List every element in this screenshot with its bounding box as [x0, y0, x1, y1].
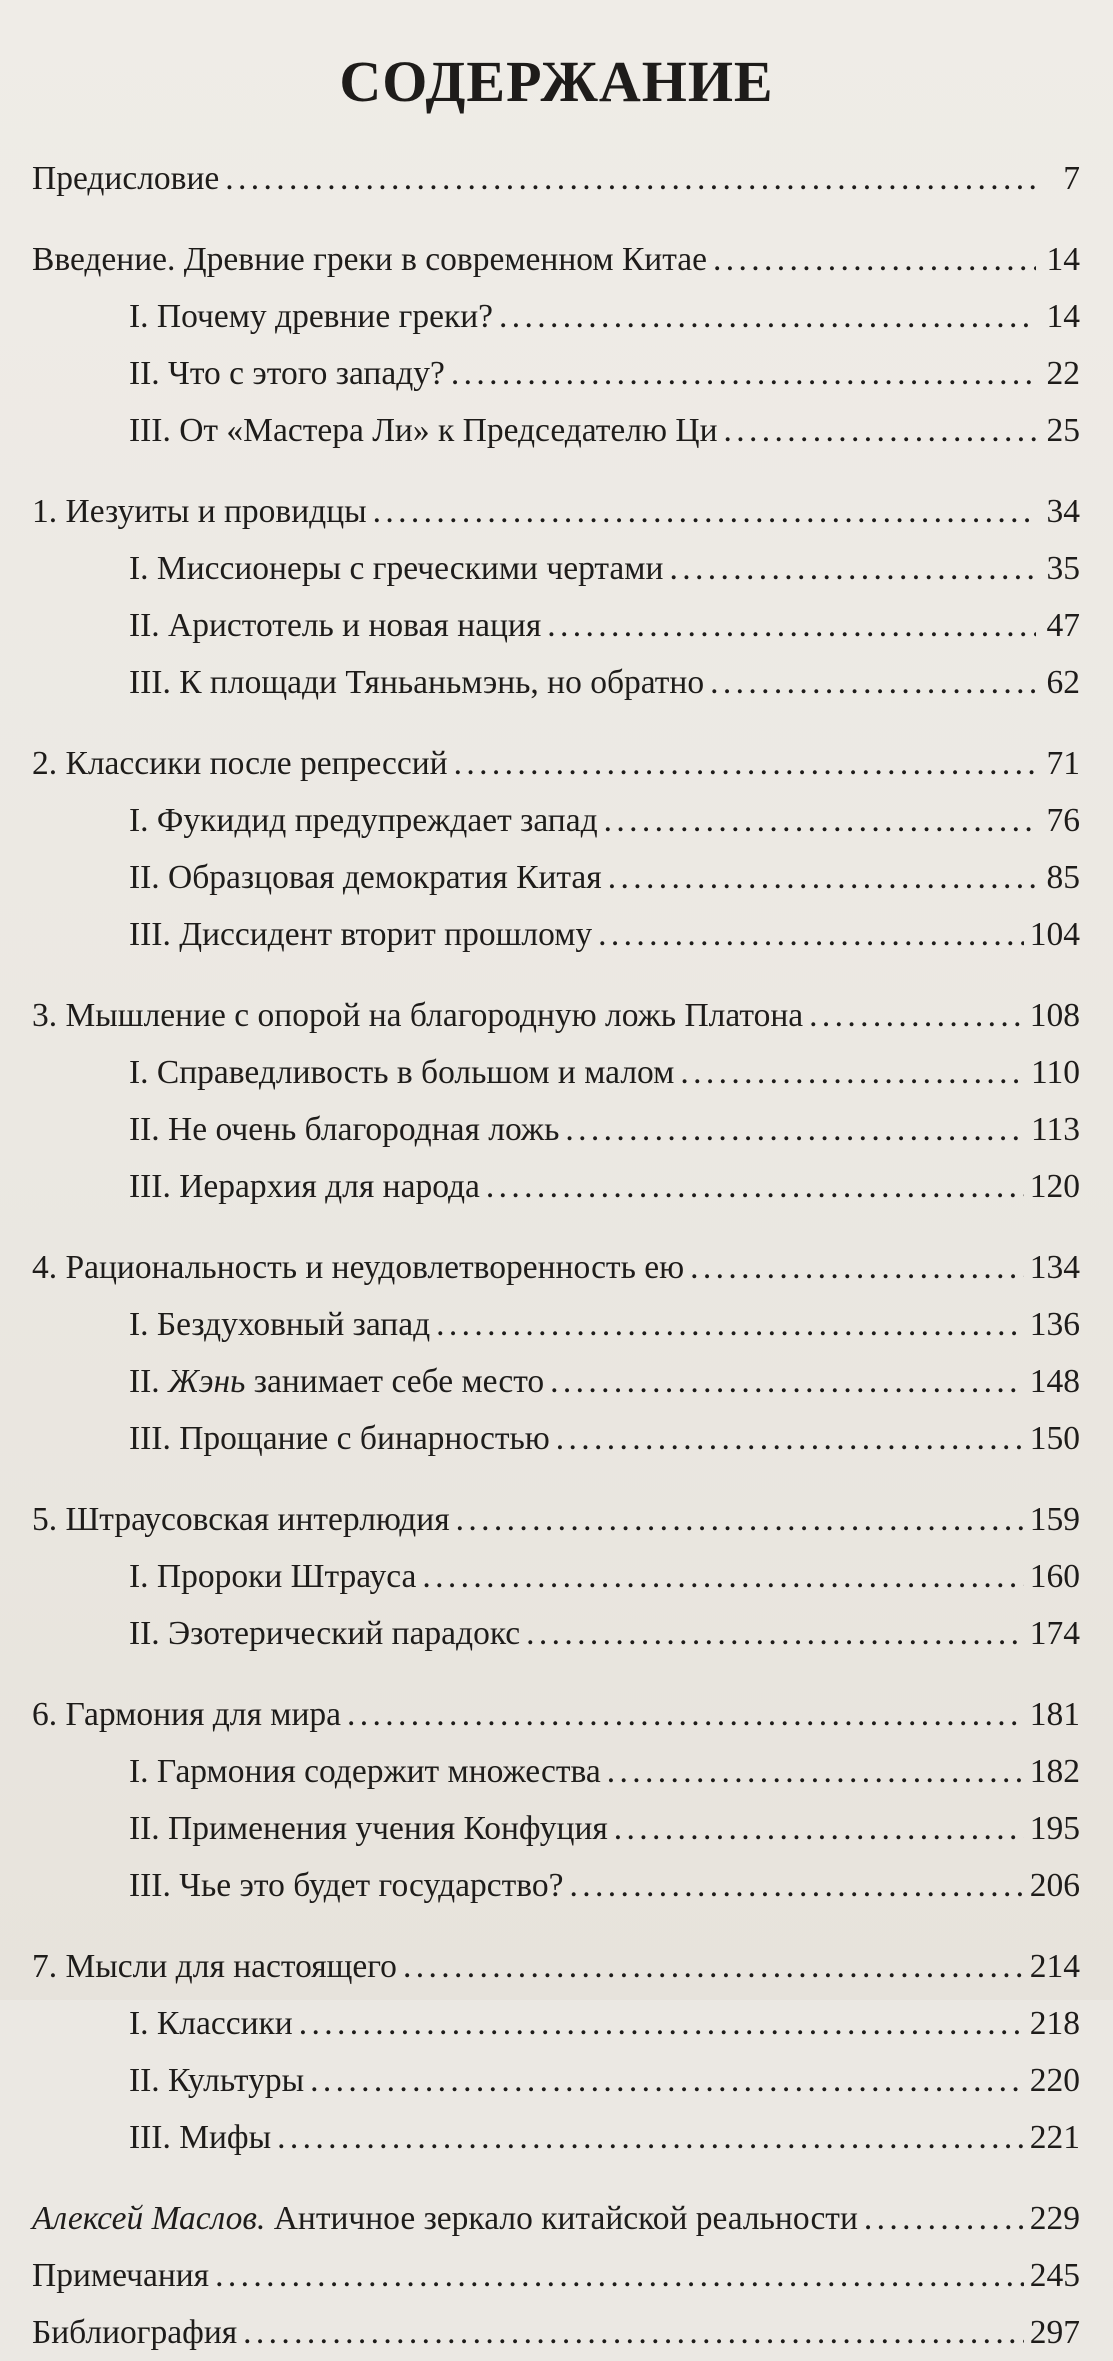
toc-page-number: 108 [1029, 997, 1080, 1034]
dot-leader [724, 402, 1036, 459]
toc-subentry [32, 1995, 1080, 2052]
toc-subentry [32, 1353, 1080, 1410]
dot-leader [713, 231, 1036, 288]
toc-subentry [32, 1101, 1080, 1158]
dot-leader [669, 540, 1036, 597]
dot-leader [556, 1410, 1024, 1467]
toc-entry-label: Введение. Древние греки в современном Китае [32, 241, 708, 278]
toc-entry-label: 4. Рациональность и неудовлетворенность ею [32, 1249, 685, 1286]
toc-page-number: 134 [1029, 1249, 1080, 1286]
toc-entry [32, 1491, 1080, 1548]
toc-page-number: 76 [1046, 802, 1080, 839]
toc-entry-label: II. Не очень благородная ложь [129, 1111, 560, 1148]
toc-subentry [32, 654, 1080, 711]
toc-page-number: 22 [1046, 355, 1080, 392]
dot-leader [486, 1158, 1024, 1215]
toc-subentry [32, 345, 1080, 402]
toc-entry [32, 1239, 1080, 1296]
dot-leader [310, 2052, 1024, 2109]
toc-entry-label [129, 1353, 544, 1410]
toc-page-number: 35 [1046, 550, 1080, 587]
toc-page-number: 120 [1029, 1168, 1080, 1205]
toc-entry-label: III. Прощание с бинарностью [129, 1420, 550, 1457]
dot-leader [451, 345, 1036, 402]
toc-subentry [32, 597, 1080, 654]
toc-entry-label: III. От «Мастера Ли» к Председателю Ци [129, 412, 718, 449]
toc-subentry [32, 402, 1080, 459]
toc-page-number: 229 [1029, 2200, 1080, 2237]
dot-leader [690, 1239, 1024, 1296]
dot-leader [550, 1353, 1024, 1410]
toc-entry-label-italic: Жэнь [168, 1363, 246, 1400]
toc-subentry [32, 1410, 1080, 1467]
toc-page-number: 181 [1029, 1696, 1080, 1733]
toc-entry-label: I. Справедливость в большом и малом [129, 1054, 675, 1091]
toc-entry-label: III. К площади Тяньаньмэнь, но обратно [129, 664, 705, 701]
dot-leader [373, 483, 1036, 540]
dot-leader [604, 792, 1036, 849]
toc-entry-label: I. Классики [129, 2005, 293, 2042]
toc-page-number: 297 [1029, 2314, 1080, 2351]
toc-page-number: 104 [1029, 916, 1080, 953]
toc-subentry [32, 1800, 1080, 1857]
toc-entry-label-suffix: занимает себе место [245, 1363, 545, 1400]
toc-entry [32, 1938, 1080, 1995]
toc-subentry [32, 1548, 1080, 1605]
toc-entry-label: 1. Иезуиты и провидцы [32, 493, 367, 530]
toc-subentry [32, 540, 1080, 597]
toc-entry-label: I. Пророки Штрауса [129, 1558, 417, 1595]
toc-page-number: 159 [1029, 1501, 1080, 1538]
dot-leader [614, 1800, 1024, 1857]
toc-page-number: 34 [1046, 493, 1080, 530]
toc-page-number: 195 [1029, 1810, 1080, 1847]
toc-entry-label: 2. Классики после репрессий [32, 745, 448, 782]
toc-entry-label: 5. Штраусовская интерлюдия [32, 1501, 450, 1538]
toc-entry-label: Библиография [32, 2314, 238, 2351]
toc-page-number: 174 [1029, 1615, 1080, 1652]
dot-leader [570, 1857, 1024, 1914]
table-of-contents [32, 150, 1080, 2361]
toc-page-number: 136 [1029, 1306, 1080, 1343]
dot-leader [680, 1044, 1025, 1101]
toc-entry-label: III. Чье это будет государство? [129, 1867, 564, 1904]
toc-page-number: 206 [1029, 1867, 1080, 1904]
toc-subentry [32, 1158, 1080, 1215]
toc-subentry [32, 1296, 1080, 1353]
toc-entry [32, 735, 1080, 792]
toc-page-number: 14 [1046, 298, 1080, 335]
dot-leader [499, 288, 1036, 345]
toc-page-number: 160 [1029, 1558, 1080, 1595]
toc-entry-label: II. Культуры [129, 2062, 305, 2099]
toc-entry-label: Предисловие [32, 160, 220, 197]
toc-entry [32, 2190, 1080, 2247]
toc-page-number: 25 [1046, 412, 1080, 449]
toc-subentry [32, 2052, 1080, 2109]
toc-page-number: 245 [1029, 2257, 1080, 2294]
toc-entry-label: I. Миссионеры с греческими чертами [129, 550, 664, 587]
toc-entry-label [32, 2190, 858, 2247]
dot-leader [565, 1101, 1025, 1158]
dot-leader [299, 1995, 1024, 2052]
toc-subentry [32, 849, 1080, 906]
toc-entry [32, 1686, 1080, 1743]
toc-subentry [32, 792, 1080, 849]
toc-page-number: 110 [1030, 1054, 1080, 1091]
toc-page-number: 14 [1046, 241, 1080, 278]
toc-entry-label: I. Почему древние греки? [129, 298, 494, 335]
toc-entry-label: II. Что с этого западу? [129, 355, 445, 392]
toc-entry-label: 3. Мышление с опорой на благородную ложь Платона [32, 997, 804, 1034]
dot-leader [403, 1938, 1024, 1995]
dot-leader [243, 2304, 1024, 2361]
dot-leader [277, 2109, 1024, 2166]
toc-entry-label: II. Эзотерический парадокс [129, 1615, 521, 1652]
toc-entry [32, 231, 1080, 288]
toc-subentry [32, 1857, 1080, 1914]
toc-page-number: 221 [1029, 2119, 1080, 2156]
dot-leader [864, 2190, 1024, 2247]
dot-leader [225, 150, 1036, 207]
toc-entry-label: III. Диссидент вторит прошлому [129, 916, 593, 953]
toc-entry-label: Примечания [32, 2257, 210, 2294]
dot-leader [215, 2247, 1024, 2304]
toc-entry-label-italic: Алексей Маслов. [32, 2200, 266, 2237]
dot-leader [598, 906, 1024, 963]
toc-entry [32, 2247, 1080, 2304]
toc-page-number: 182 [1029, 1753, 1080, 1790]
toc-entry [32, 150, 1080, 207]
page-title: СОДЕРЖАНИЕ [339, 49, 774, 114]
toc-subentry [32, 1743, 1080, 1800]
toc-page-number: 7 [1063, 160, 1080, 197]
dot-leader [454, 735, 1036, 792]
toc-page-number: 62 [1046, 664, 1080, 701]
toc-entry-label: 6. Гармония для мира [32, 1696, 342, 1733]
toc-page-number: 214 [1029, 1948, 1080, 1985]
toc-entry [32, 987, 1080, 1044]
dot-leader [809, 987, 1024, 1044]
dot-leader [436, 1296, 1024, 1353]
toc-entry [32, 483, 1080, 540]
toc-page-number: 148 [1029, 1363, 1080, 1400]
toc-entry-label-prefix: II. [129, 1363, 169, 1400]
toc-entry-label-suffix: Античное зеркало китайской реальности [265, 2200, 858, 2237]
toc-entry-label: II. Применения учения Конфуция [129, 1810, 608, 1847]
toc-page-number: 47 [1046, 607, 1080, 644]
toc-subentry [32, 1044, 1080, 1101]
toc-subentry [32, 906, 1080, 963]
toc-page-number: 220 [1029, 2062, 1080, 2099]
toc-entry-label: II. Аристотель и новая нация [129, 607, 542, 644]
dot-leader [422, 1548, 1023, 1605]
toc-entry [32, 2304, 1080, 2361]
toc-subentry [32, 288, 1080, 345]
toc-subentry [32, 2109, 1080, 2166]
dot-leader [607, 1743, 1024, 1800]
toc-page-number: 113 [1030, 1111, 1080, 1148]
toc-entry-label: II. Образцовая демократия Китая [129, 859, 602, 896]
toc-entry-label: I. Бездуховный запад [129, 1306, 431, 1343]
toc-page-number: 218 [1029, 2005, 1080, 2042]
toc-page-number: 150 [1029, 1420, 1080, 1457]
dot-leader [526, 1605, 1024, 1662]
toc-entry-label: I. Фукидид предупреждает запад [129, 802, 598, 839]
dot-leader [347, 1686, 1024, 1743]
toc-page-number: 71 [1046, 745, 1080, 782]
toc-page-number: 85 [1046, 859, 1080, 896]
dot-leader [608, 849, 1036, 906]
dot-leader [710, 654, 1036, 711]
dot-leader [547, 597, 1036, 654]
toc-entry-label: 7. Мысли для настоящего [32, 1948, 397, 1985]
dot-leader [456, 1491, 1024, 1548]
toc-subentry [32, 1605, 1080, 1662]
toc-entry-label: I. Гармония содержит множества [129, 1753, 601, 1790]
toc-entry-label: III. Иерархия для народа [129, 1168, 480, 1205]
toc-entry-label: III. Мифы [129, 2119, 272, 2156]
